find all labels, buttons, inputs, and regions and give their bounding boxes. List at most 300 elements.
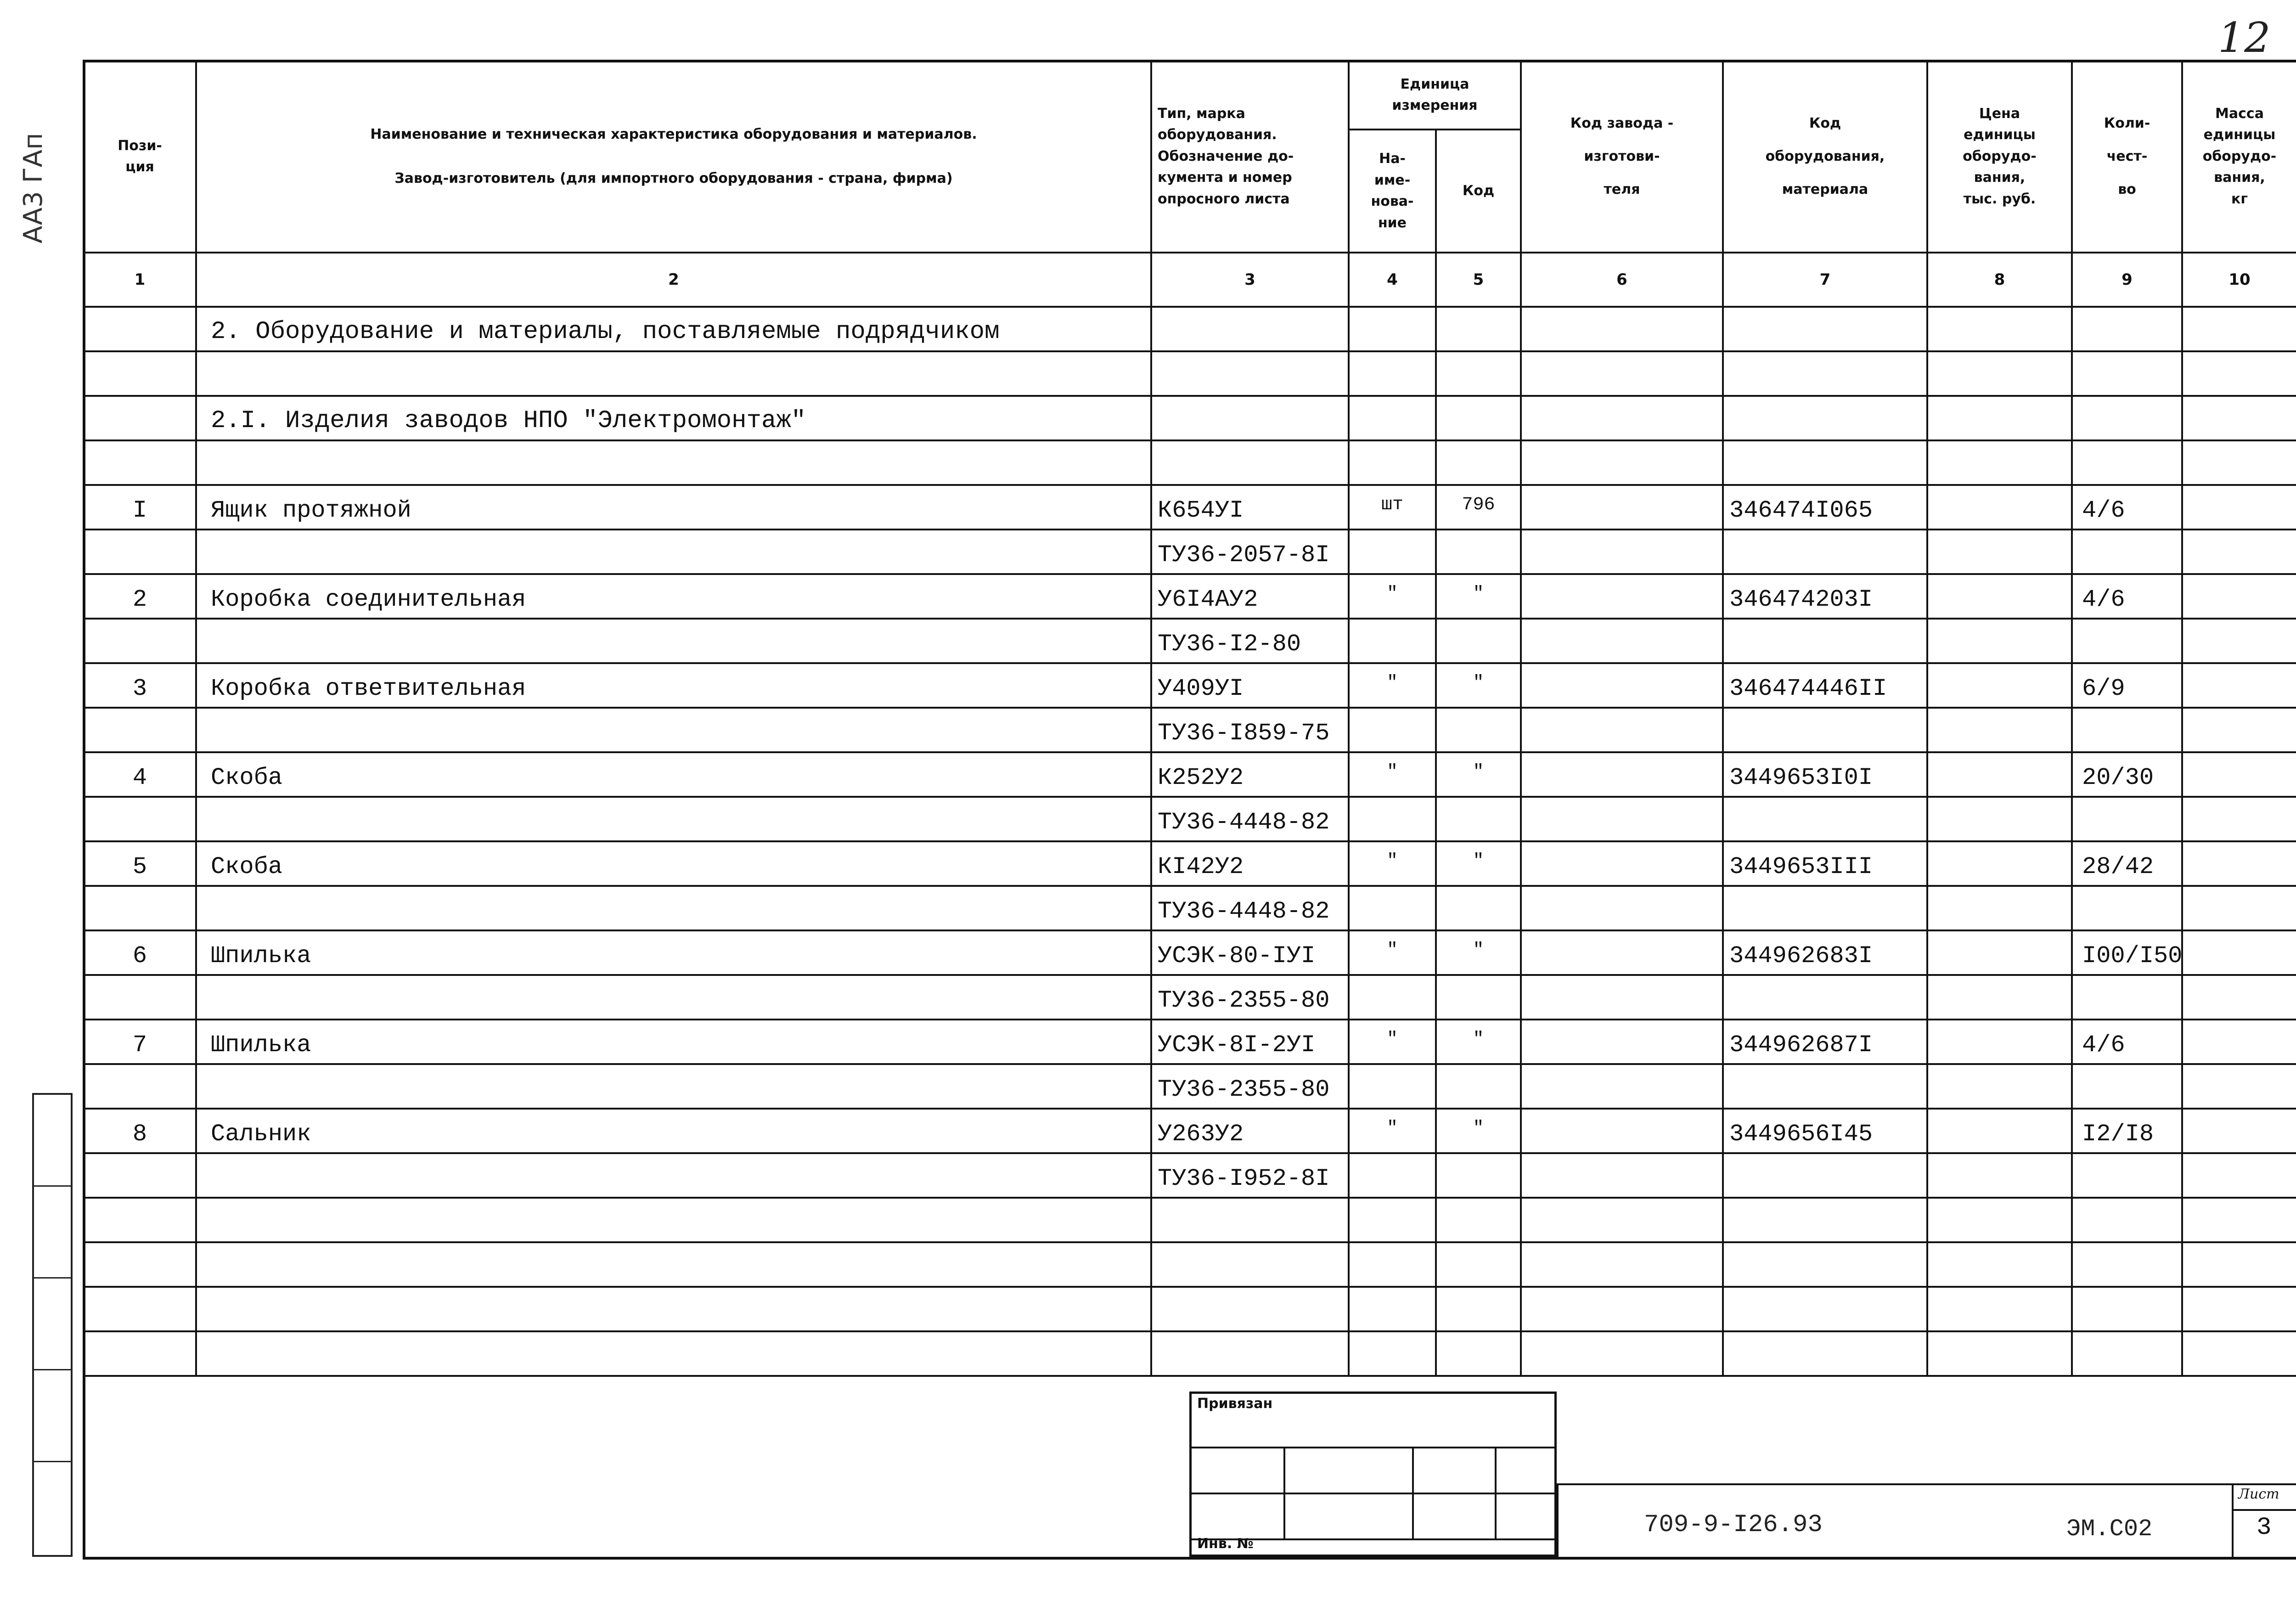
cell-position (84, 1242, 196, 1287)
sheet-value: 3 (2257, 1514, 2272, 1542)
column-number: 1 (84, 253, 196, 307)
cell-unit-name (1349, 886, 1436, 930)
cell-price (1927, 396, 2072, 440)
cell-type: У6I4АУ2 (1151, 574, 1349, 619)
side-strip-cell (34, 1370, 71, 1462)
cell-quantity (2072, 351, 2182, 396)
header-quantity (2072, 61, 2182, 253)
cell-name (196, 1153, 1151, 1198)
table-row (84, 574, 2296, 619)
cell-unit-code (1436, 1287, 1521, 1331)
cell-name: Шпилька (196, 1020, 1151, 1064)
side-stamp: AA3 ГАп (18, 133, 48, 244)
cell-type: ТУ36-I952-8I (1151, 1153, 1349, 1198)
column-numbers-row (84, 253, 2296, 307)
bottom-border (83, 1557, 2296, 1560)
cell-factory-code (1521, 1064, 1723, 1109)
header-type (1151, 61, 1349, 253)
cell-unit-code (1436, 1198, 1521, 1242)
header-line: оборудо- (1963, 148, 2037, 164)
column-number: 2 (196, 253, 1151, 307)
cell-position: 8 (84, 1109, 196, 1153)
header-mass (2182, 61, 2296, 253)
cell-position: 4 (84, 752, 196, 797)
cell-unit-code: 796 (1436, 485, 1521, 530)
cell-equipment-code: 3449653I0I (1723, 752, 1927, 797)
table-header (84, 61, 2296, 253)
cell-unit-code (1436, 440, 1521, 485)
cell-quantity (2072, 1153, 2182, 1198)
cell-unit-name (1349, 1331, 1436, 1376)
cell-equipment-code (1723, 1287, 1927, 1331)
cell-unit-name: шт (1349, 485, 1436, 530)
cell-type: ТУ36-2057-8I (1151, 530, 1349, 574)
cell-unit-code (1436, 351, 1521, 396)
header-line: Обозначение до- (1158, 148, 1294, 164)
header-line: оборудования. (1158, 127, 1277, 143)
cell-quantity (2072, 1331, 2182, 1376)
cell-equipment-code: 344962687I (1723, 1020, 1927, 1064)
cell-unit-name: " (1349, 1109, 1436, 1153)
cell-name (196, 619, 1151, 663)
header-equipment-code (1723, 61, 1927, 253)
header-line: материала (1782, 181, 1868, 197)
cell-name (196, 797, 1151, 841)
table-row (84, 1198, 2296, 1242)
cell-price (1927, 1287, 2072, 1331)
cell-name (196, 886, 1151, 930)
table-row (84, 619, 2296, 663)
cell-type: КI42У2 (1151, 841, 1349, 886)
cell-quantity (2072, 307, 2182, 351)
cell-quantity: 6/9 (2072, 663, 2182, 708)
header-line: чест- (2106, 148, 2148, 164)
cell-position (84, 886, 196, 930)
cell-quantity: 4/6 (2072, 1020, 2182, 1064)
cell-unit-name (1349, 797, 1436, 841)
header-line: Единица (1400, 76, 1469, 92)
cell-price (1927, 530, 2072, 574)
cell-unit-code: " (1436, 663, 1521, 708)
cell-unit-name (1349, 708, 1436, 752)
cell-mass (2182, 619, 2296, 663)
cell-price (1927, 307, 2072, 351)
cell-position: 5 (84, 841, 196, 886)
header-line: оборудо- (2202, 148, 2277, 164)
cell-type (1151, 351, 1349, 396)
cell-factory-code (1521, 396, 1723, 440)
cell-unit-name: " (1349, 752, 1436, 797)
cell-unit-name (1349, 1242, 1436, 1287)
binding-stamp (1189, 1392, 1557, 1557)
cell-unit-name: " (1349, 1020, 1436, 1064)
column-number: 6 (1521, 253, 1723, 307)
cell-quantity (2072, 886, 2182, 930)
cell-price (1927, 440, 2072, 485)
cell-unit-code (1436, 886, 1521, 930)
cell-price (1927, 574, 2072, 619)
table-row (84, 1153, 2296, 1198)
cell-equipment-code: 3449656I45 (1723, 1109, 1927, 1153)
cell-factory-code (1521, 1020, 1723, 1064)
cell-unit-code (1436, 307, 1521, 351)
cell-name (196, 440, 1151, 485)
table-body (84, 253, 2296, 1376)
cell-price (1927, 841, 2072, 886)
cell-unit-name (1349, 307, 1436, 351)
table-row (84, 1242, 2296, 1287)
cell-quantity: 4/6 (2072, 574, 2182, 619)
cell-mass (2182, 886, 2296, 930)
table-row (84, 440, 2296, 485)
cell-type (1151, 1242, 1349, 1287)
header-line: вания, (2214, 169, 2265, 186)
header-unit-group (1349, 61, 1521, 130)
cell-equipment-code (1723, 1331, 1927, 1376)
table-row (84, 708, 2296, 752)
header-line: Цена (1979, 105, 2020, 122)
cell-name (196, 530, 1151, 574)
cell-type (1151, 1331, 1349, 1376)
cell-name (196, 975, 1151, 1020)
stamp-inventory-label: Инв. № (1197, 1536, 1254, 1552)
header-line: Масса (2215, 105, 2264, 122)
table-row (84, 797, 2296, 841)
cell-name (196, 1242, 1151, 1287)
cell-quantity (2072, 530, 2182, 574)
cell-factory-code (1521, 1287, 1723, 1331)
side-strip-cell (34, 1187, 71, 1279)
cell-equipment-code (1723, 396, 1927, 440)
cell-equipment-code: 344962683I (1723, 930, 1927, 975)
cell-mass (2182, 1198, 2296, 1242)
cell-name (196, 351, 1151, 396)
cell-unit-code (1436, 1331, 1521, 1376)
header-position (84, 61, 196, 253)
cell-mass (2182, 930, 2296, 975)
cell-mass (2182, 752, 2296, 797)
cell-name: Шпилька (196, 930, 1151, 975)
cell-type (1151, 1287, 1349, 1331)
table-row (84, 1109, 2296, 1153)
cell-position (84, 1198, 196, 1242)
cell-unit-name: " (1349, 930, 1436, 975)
header-line: Код (1462, 182, 1495, 199)
cell-type (1151, 440, 1349, 485)
header-line: На- (1379, 151, 1406, 167)
cell-equipment-code (1723, 1064, 1927, 1109)
cell-quantity: 20/30 (2072, 752, 2182, 797)
cell-type: У409УI (1151, 663, 1349, 708)
cell-position: 6 (84, 930, 196, 975)
cell-name (196, 1287, 1151, 1331)
table-row (84, 396, 2296, 440)
column-number: 9 (2072, 253, 2182, 307)
cell-position (84, 1331, 196, 1376)
cell-equipment-code: 346474I065 (1723, 485, 1927, 530)
cell-unit-code (1436, 1153, 1521, 1198)
cell-factory-code (1521, 307, 1723, 351)
column-number: 8 (1927, 253, 2072, 307)
cell-type: УСЭК-80-IУI (1151, 930, 1349, 975)
cell-type: ТУ36-4448-82 (1151, 797, 1349, 841)
cell-factory-code (1521, 930, 1723, 975)
header-line: вания, (1974, 169, 2026, 186)
cell-unit-name (1349, 1287, 1436, 1331)
cell-factory-code (1521, 797, 1723, 841)
header-line: нова- (1371, 193, 1414, 209)
cell-type: УСЭК-8I-2УI (1151, 1020, 1349, 1064)
side-strip (32, 1093, 73, 1557)
header-line: единицы (1964, 127, 2036, 143)
cell-price (1927, 1020, 2072, 1064)
table-row (84, 1287, 2296, 1331)
cell-quantity (2072, 975, 2182, 1020)
cell-factory-code (1521, 1242, 1723, 1287)
cell-unit-name (1349, 1153, 1436, 1198)
cell-equipment-code (1723, 1198, 1927, 1242)
cell-mass (2182, 708, 2296, 752)
cell-unit-code: " (1436, 574, 1521, 619)
cell-position: 3 (84, 663, 196, 708)
cell-name: Коробка ответвительная (196, 663, 1151, 708)
cell-unit-name: " (1349, 574, 1436, 619)
cell-position (84, 396, 196, 440)
cell-unit-name: " (1349, 841, 1436, 886)
header-line: Завод-изготовитель (для импортного оборудования - страна, фирма) (394, 170, 953, 186)
cell-mass (2182, 975, 2296, 1020)
cell-unit-name (1349, 1198, 1436, 1242)
cell-position (84, 708, 196, 752)
table-row (84, 1064, 2296, 1109)
cell-unit-code: " (1436, 752, 1521, 797)
cell-factory-code (1521, 1109, 1723, 1153)
stamp-label: Привязан (1197, 1396, 1273, 1412)
header-line: Коли- (2104, 115, 2150, 131)
header-line: изготови- (1584, 148, 1660, 164)
cell-factory-code (1521, 886, 1723, 930)
cell-mass (2182, 351, 2296, 396)
cell-mass (2182, 1287, 2296, 1331)
table-row (84, 530, 2296, 574)
cell-mass (2182, 1109, 2296, 1153)
cell-equipment-code (1723, 886, 1927, 930)
header-line: во (2118, 181, 2136, 197)
cell-type: К252У2 (1151, 752, 1349, 797)
cell-equipment-code (1723, 619, 1927, 663)
side-strip-cell (34, 1279, 71, 1370)
cell-name: 2. Оборудование и материалы, поставляемые подрядчиком (196, 307, 1151, 351)
cell-price (1927, 1198, 2072, 1242)
side-strip-cell (34, 1095, 71, 1187)
cell-factory-code (1521, 663, 1723, 708)
cell-factory-code (1521, 351, 1723, 396)
cell-mass (2182, 1020, 2296, 1064)
column-number: 3 (1151, 253, 1349, 307)
header-line: опросного листа (1158, 191, 1290, 207)
cell-quantity: I2/I8 (2072, 1109, 2182, 1153)
cell-type (1151, 396, 1349, 440)
cell-factory-code (1521, 485, 1723, 530)
cell-price (1927, 886, 2072, 930)
cell-price (1927, 351, 2072, 396)
cell-quantity (2072, 708, 2182, 752)
cell-mass (2182, 574, 2296, 619)
cell-unit-code (1436, 530, 1521, 574)
table-row (84, 663, 2296, 708)
cell-quantity (2072, 1242, 2182, 1287)
table-row (84, 930, 2296, 975)
table-row (84, 1331, 2296, 1376)
cell-name: Ящик протяжной (196, 485, 1151, 530)
cell-equipment-code: 346474203I (1723, 574, 1927, 619)
cell-factory-code (1521, 975, 1723, 1020)
cell-name: Сальник (196, 1109, 1151, 1153)
cell-unit-code: " (1436, 841, 1521, 886)
cell-equipment-code (1723, 1242, 1927, 1287)
cell-position (84, 1153, 196, 1198)
cell-factory-code (1521, 619, 1723, 663)
header-line: ция (125, 159, 154, 175)
cell-factory-code (1521, 752, 1723, 797)
cell-equipment-code: 3449653III (1723, 841, 1927, 886)
cell-position (84, 440, 196, 485)
cell-price (1927, 619, 2072, 663)
cell-price (1927, 1153, 2072, 1198)
cell-price (1927, 1109, 2072, 1153)
cell-mass (2182, 663, 2296, 708)
cell-position (84, 1064, 196, 1109)
header-line: Пози- (118, 137, 162, 154)
cell-unit-name (1349, 351, 1436, 396)
cell-price (1927, 1242, 2072, 1287)
column-number: 4 (1349, 253, 1436, 307)
cell-name (196, 708, 1151, 752)
cell-name (196, 1331, 1151, 1376)
cell-position (84, 530, 196, 574)
sheet-box (2232, 1483, 2296, 1557)
header-line: тыс. руб. (1963, 191, 2036, 207)
cell-mass (2182, 1242, 2296, 1287)
column-number: 5 (1436, 253, 1521, 307)
cell-quantity: 28/42 (2072, 841, 2182, 886)
cell-position: I (84, 485, 196, 530)
cell-quantity (2072, 1198, 2182, 1242)
cell-unit-name (1349, 530, 1436, 574)
header-line: теля (1604, 181, 1640, 197)
cell-equipment-code (1723, 440, 1927, 485)
cell-unit-code (1436, 708, 1521, 752)
cell-price (1927, 797, 2072, 841)
header-line: оборудования, (1765, 148, 1885, 164)
document-mark: ЭМ.С02 (2066, 1515, 2153, 1543)
header-unit-code (1436, 130, 1521, 253)
cell-unit-name (1349, 1064, 1436, 1109)
table-row (84, 886, 2296, 930)
cell-name (196, 1198, 1151, 1242)
cell-position (84, 797, 196, 841)
cell-factory-code (1521, 1198, 1723, 1242)
cell-unit-name: " (1349, 663, 1436, 708)
cell-type: ТУ36-I2-80 (1151, 619, 1349, 663)
cell-unit-code (1436, 975, 1521, 1020)
cell-position (84, 975, 196, 1020)
cell-factory-code (1521, 1331, 1723, 1376)
table-row (84, 485, 2296, 530)
cell-quantity (2072, 619, 2182, 663)
cell-unit-name (1349, 619, 1436, 663)
cell-factory-code (1521, 708, 1723, 752)
table-row (84, 752, 2296, 797)
cell-equipment-code (1723, 530, 1927, 574)
page-number: 12 (2218, 14, 2271, 62)
cell-factory-code (1521, 1153, 1723, 1198)
cell-unit-code (1436, 396, 1521, 440)
column-number: 7 (1723, 253, 1927, 307)
cell-equipment-code (1723, 351, 1927, 396)
cell-price (1927, 663, 2072, 708)
cell-quantity (2072, 797, 2182, 841)
cell-quantity (2072, 1287, 2182, 1331)
header-line: ние (1378, 214, 1407, 231)
cell-unit-name (1349, 440, 1436, 485)
cell-factory-code (1521, 574, 1723, 619)
cell-quantity: 4/6 (2072, 485, 2182, 530)
cell-type: У263У2 (1151, 1109, 1349, 1153)
cell-name: Скоба (196, 841, 1151, 886)
cell-position (84, 307, 196, 351)
cell-unit-code: " (1436, 1020, 1521, 1064)
cell-type: К654УI (1151, 485, 1349, 530)
header-unit-name (1349, 130, 1436, 253)
cell-factory-code (1521, 841, 1723, 886)
cell-position (84, 351, 196, 396)
header-line: Код (1809, 115, 1841, 131)
cell-name: Скоба (196, 752, 1151, 797)
cell-price (1927, 975, 2072, 1020)
header-line: кумента и номер (1158, 169, 1292, 186)
cell-price (1927, 1064, 2072, 1109)
cell-factory-code (1521, 440, 1723, 485)
cell-unit-name (1349, 975, 1436, 1020)
cell-mass (2182, 440, 2296, 485)
cell-mass (2182, 841, 2296, 886)
cell-unit-code (1436, 1242, 1521, 1287)
cell-position (84, 1287, 196, 1331)
cell-position (84, 619, 196, 663)
cell-unit-code: " (1436, 930, 1521, 975)
cell-mass (2182, 530, 2296, 574)
cell-unit-name (1349, 396, 1436, 440)
header-line: кг (2231, 191, 2248, 207)
cell-price (1927, 708, 2072, 752)
cell-equipment-code (1723, 708, 1927, 752)
table-row (84, 975, 2296, 1020)
cell-quantity (2072, 440, 2182, 485)
cell-quantity (2072, 1064, 2182, 1109)
cell-factory-code (1521, 530, 1723, 574)
cell-name: Коробка соединительная (196, 574, 1151, 619)
cell-type (1151, 1198, 1349, 1242)
header-line: единицы (2203, 127, 2276, 143)
cell-position: 7 (84, 1020, 196, 1064)
header-line: име- (1374, 172, 1411, 188)
header-price (1927, 61, 2072, 253)
cell-position: 2 (84, 574, 196, 619)
cell-unit-code (1436, 1064, 1521, 1109)
cell-price (1927, 930, 2072, 975)
cell-price (1927, 1331, 2072, 1376)
